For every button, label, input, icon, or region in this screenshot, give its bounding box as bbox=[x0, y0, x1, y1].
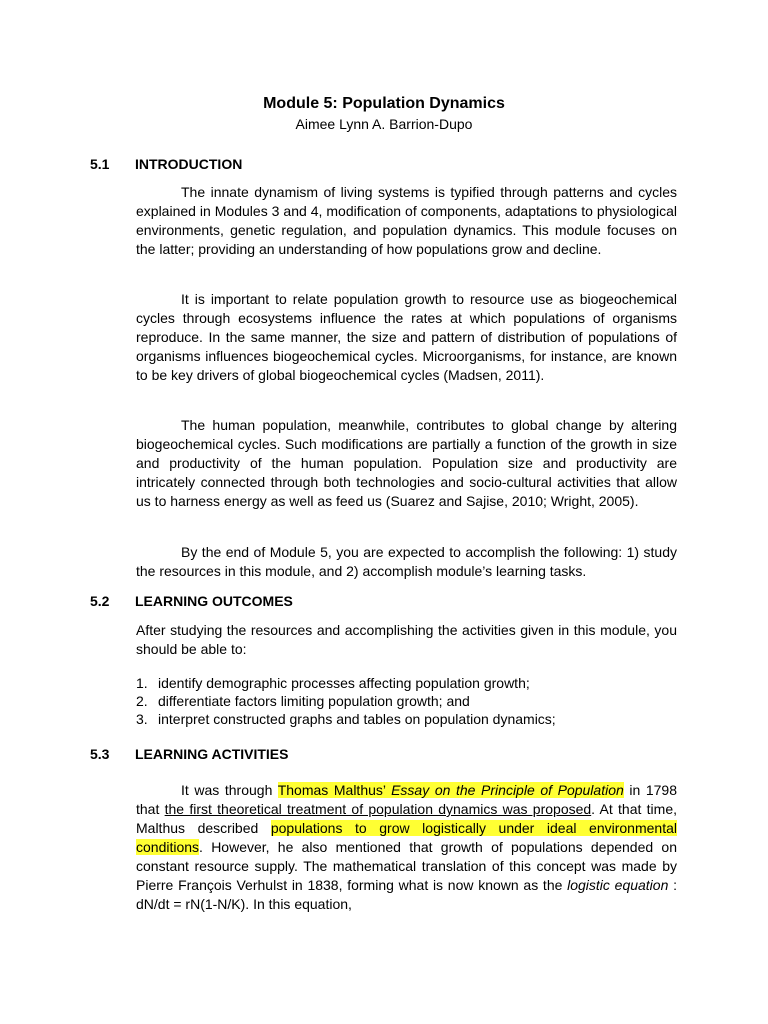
list-item bbox=[136, 710, 677, 728]
text-run: in 1798 that bbox=[136, 782, 677, 817]
section-title: LEARNING OUTCOMES bbox=[135, 593, 293, 609]
section-number: 5.1 bbox=[90, 156, 110, 172]
text-run: Thomas Malthus’ bbox=[277, 782, 392, 798]
outcomes-lead-paragraph: After studying the resources and accomplishing the activities given in this module, you should be able to: bbox=[136, 622, 677, 657]
list-item-text: identify demographic processes affecting population growth; bbox=[158, 675, 530, 691]
author-line: Aimee Lynn A. Barrion-Dupo bbox=[295, 116, 473, 132]
list-item bbox=[136, 692, 677, 710]
intro-paragraph-2: It is important to relate population growth to resource use as biogeochemical cycles through ecosystems influence the rates at which populations of organisms reproduce. In the same manner, the size and pattern of distribution of populations of organisms influences biogeochemical cycles. Microorganisms, for instance, are known to be key drivers of global biogeochemical cycles (Madsen, 2011). bbox=[136, 291, 677, 383]
italic-term: logistic equation bbox=[567, 877, 669, 893]
text-run: : dN/dt = rN(1-N/K). In this equation, bbox=[136, 877, 677, 912]
section-heading-learning-outcomes bbox=[90, 592, 293, 610]
page-title: Module 5: Population Dynamics bbox=[263, 95, 505, 112]
intro-paragraph-1: The innate dynamism of living systems is typified through patterns and cycles explained in Modules 3 and 4, modification of components, adaptations to physiological environments, genetic regulation, and population dynamics. This module focuses on the latter; providing an understanding of how populations grow and decline. bbox=[136, 184, 677, 257]
intro-paragraph-4: By the end of Module 5, you are expected to accomplish the following: 1) study the resources in this module, and 2) accomplish module’s learning tasks. bbox=[136, 544, 677, 579]
list-number: 3. bbox=[136, 711, 148, 727]
highlighted-text bbox=[278, 782, 624, 798]
book-title: Essay on the Principle of Population bbox=[391, 782, 624, 798]
section-heading-introduction bbox=[90, 155, 242, 173]
list-number: 1. bbox=[136, 675, 148, 691]
section-title: INTRODUCTION bbox=[135, 156, 243, 172]
activities-paragraph bbox=[136, 781, 677, 914]
list-number: 2. bbox=[136, 693, 148, 709]
underlined-text: the first theoretical treatment of population dynamics was proposed bbox=[164, 801, 592, 817]
section-title: LEARNING ACTIVITIES bbox=[135, 746, 289, 762]
highlighted-text: populations to grow logistically under ideal environmental conditions bbox=[136, 820, 677, 855]
text-run: It was through bbox=[181, 782, 278, 798]
section-heading-learning-activities bbox=[90, 745, 289, 763]
intro-paragraph-3: The human population, meanwhile, contributes to global change by altering biogeochemical cycles. Such modifications are partially a function of the growth in size and productivity of the human population. Population size and productivity are intricately connected through both technologies and socio-cultural activities that allow us to harness energy as well as feed us (Suarez and Sajise, 2010; Wright, 2005). bbox=[136, 417, 677, 509]
text-run: . At that time, Malthus described bbox=[136, 801, 677, 836]
list-item-text: interpret constructed graphs and tables on population dynamics; bbox=[158, 711, 556, 727]
list-item bbox=[136, 674, 677, 692]
outcomes-list bbox=[136, 674, 677, 728]
list-item-text: differentiate factors limiting population growth; and bbox=[158, 693, 470, 709]
text-run: . However, he also mentioned that growth of populations depended on constant resource supply. The mathematical translation of this concept was made by Pierre François Verhulst in 1838, forming what is now known as the bbox=[136, 839, 677, 893]
section-number: 5.3 bbox=[90, 746, 110, 762]
section-number: 5.2 bbox=[90, 593, 110, 609]
